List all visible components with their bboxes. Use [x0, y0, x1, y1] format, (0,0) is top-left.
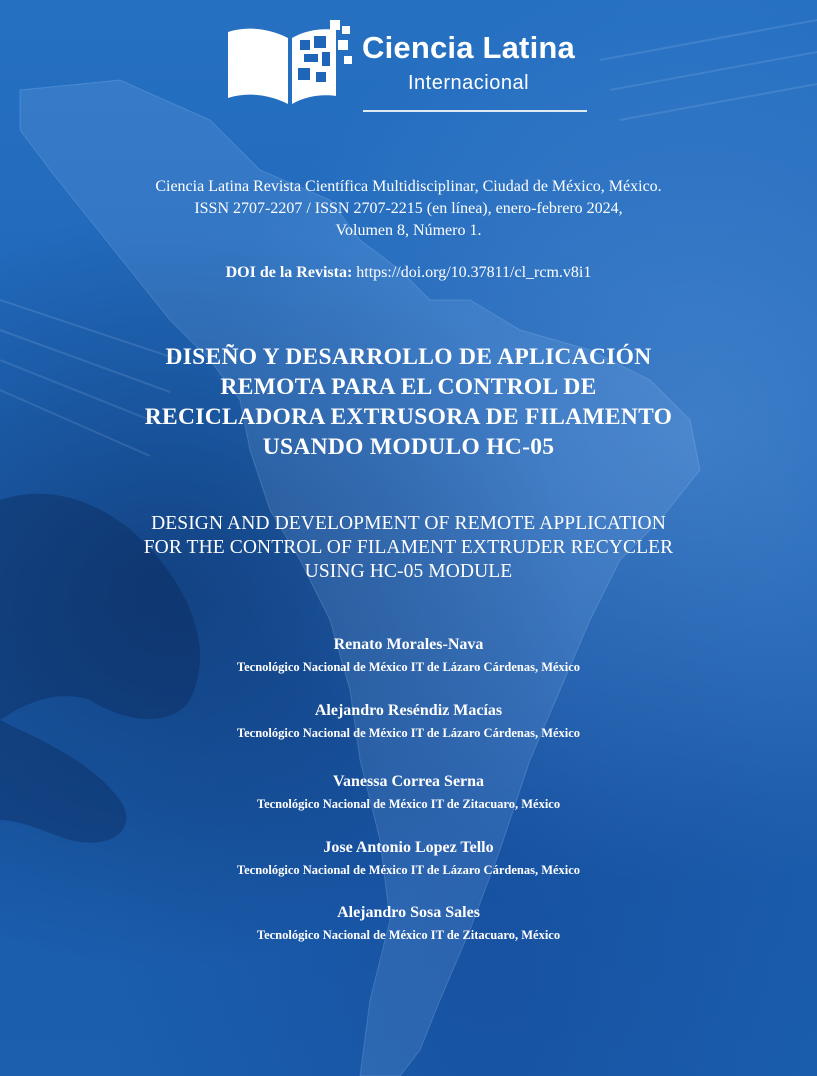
book-logo-icon: [226, 18, 356, 108]
author-block: [0, 702, 817, 741]
author-affiliation: Tecnológico Nacional de México IT de Lázaro Cárdenas, México: [236, 660, 581, 674]
journal-info: [0, 176, 817, 242]
journal-line: Volumen 8, Número 1.: [335, 222, 482, 239]
title-line: DESIGN AND DEVELOPMENT OF REMOTE APPLICATION: [151, 513, 666, 534]
author-block: [0, 773, 817, 812]
title-line: REMOTA PARA EL CONTROL DE: [220, 374, 597, 400]
author-name: Alejandro Reséndiz Macías: [314, 702, 503, 719]
author-affiliation: Tecnológico Nacional de México IT de Zitacuaro, México: [256, 928, 561, 942]
doi-line: [0, 264, 817, 282]
title-line: FOR THE CONTROL OF FILAMENT EXTRUDER RECYCLER: [143, 537, 674, 558]
title-line: DISEÑO Y DESARROLLO DE APLICACIÓN: [165, 344, 652, 370]
author-block: [0, 636, 817, 675]
title-english: [0, 512, 817, 584]
title-line: USING HC-05 MODULE: [304, 561, 513, 582]
author-affiliation: Tecnológico Nacional de México IT de Zitacuaro, México: [256, 797, 561, 811]
author-name: Vanessa Correa Serna: [332, 773, 485, 790]
author-name: Alejandro Sosa Sales: [337, 904, 480, 921]
brand-divider: [363, 110, 587, 112]
author-block: [0, 904, 817, 943]
author-name: Jose Antonio Lopez Tello: [323, 839, 494, 856]
title-spanish: [0, 342, 817, 462]
brand-subtitle: Internacional: [408, 72, 530, 94]
doi-label: DOI de la Revista:: [225, 264, 353, 281]
author-affiliation: Tecnológico Nacional de México IT de Lázaro Cárdenas, México: [236, 726, 581, 740]
journal-line: Ciencia Latina Revista Científica Multidisciplinar, Ciudad de México, México.: [155, 178, 662, 195]
author-block: [0, 839, 817, 878]
author-name: Renato Morales-Nava: [333, 636, 484, 653]
title-line: RECICLADORA EXTRUSORA DE FILAMENTO: [144, 404, 673, 430]
journal-line: ISSN 2707-2207 / ISSN 2707-2215 (en línea), enero-febrero 2024,: [194, 200, 623, 217]
doi-link[interactable]: https://doi.org/10.37811/cl_rcm.v8i1: [356, 264, 592, 281]
author-affiliation: Tecnológico Nacional de México IT de Lázaro Cárdenas, México: [236, 863, 581, 877]
title-line: USANDO MODULO HC-05: [262, 434, 555, 460]
brand-name: Ciencia Latina: [362, 30, 575, 65]
